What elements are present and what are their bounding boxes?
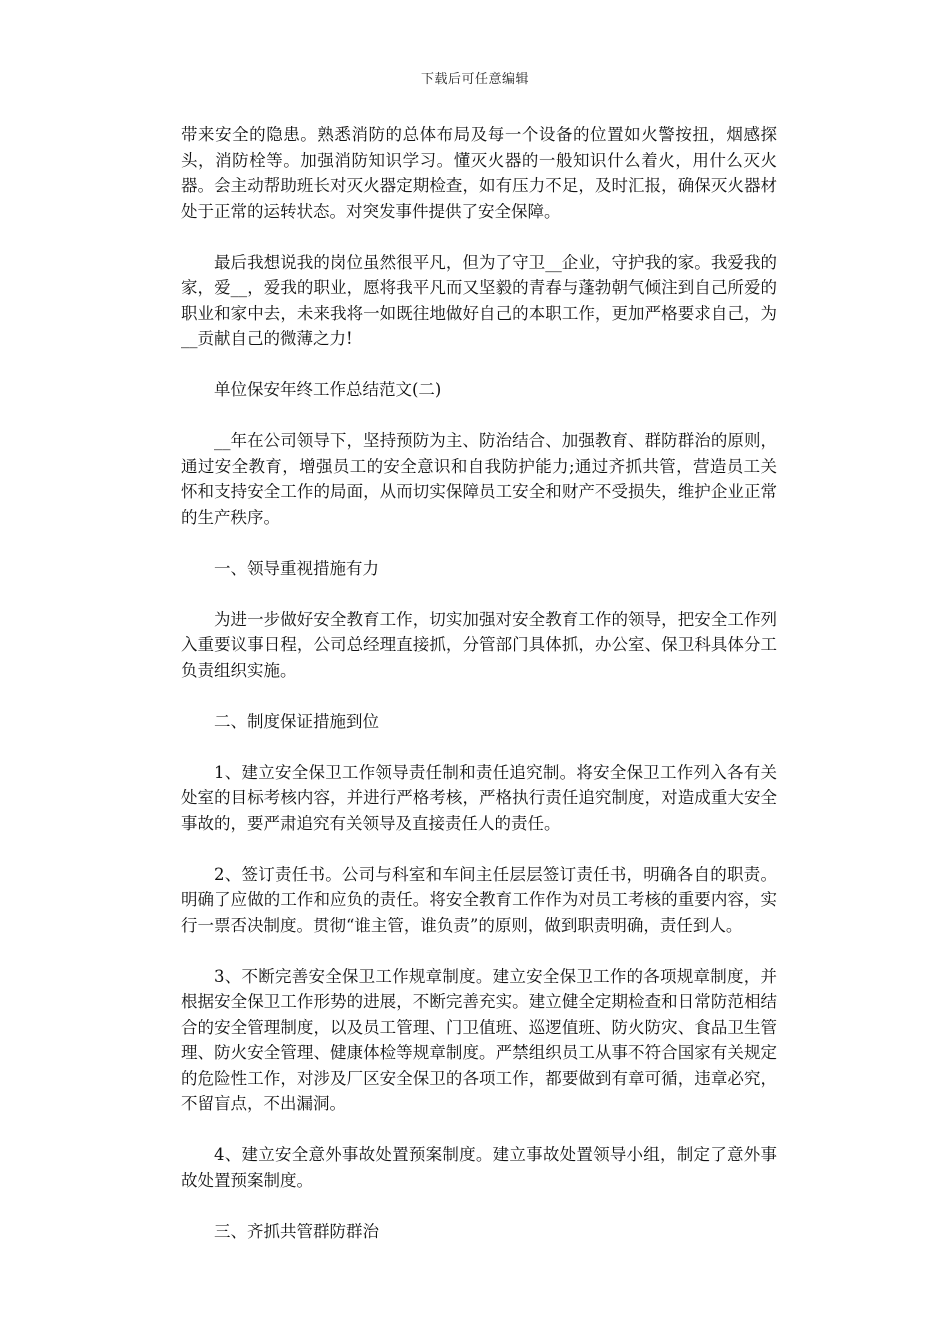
section-title: 单位保安年终工作总结范文(二) <box>214 380 442 399</box>
paragraph-intro: __年在公司领导下，坚持预防为主、防治结合、加强教育、群防群治的原则，通过安全教育，增强员工的安全意识和自我防护能力;通过齐抓共管，营造员工关怀和支持安全工作的局面，从而切实保障员工安全和财产不受损失，维护企业正常的生产秩序。 <box>181 431 777 527</box>
header-note: 下载后可任意编辑 <box>420 72 529 87</box>
paragraph-item-2: 2、签订责任书。公司与科室和车间主任层层签订责任书，明确各自的职责。明确了应做的工作和应负的责任。将安全教育工作作为对员工考核的重要内容，实行一票否决制度。贯彻“谁主管，谁负责”的原则，做到职责明确，责任到人。 <box>181 864 777 935</box>
heading-two: 二、制度保证措施到位 <box>214 711 379 731</box>
heading-three: 三、齐抓共管群防群治 <box>214 1221 379 1241</box>
paragraph-closing: 最后我想说我的岗位虽然很平凡，但为了守卫__企业，守护我的家。我爱我的家，爱__，爱我的职业，愿将我平凡而又坚毅的青春与蓬勃朝气倾注到自己所爱的职业和家中去，未来我将一如既往地做好自己的本职工作，更加严格要求自己，为__贡献自己的微薄之力! <box>181 252 777 348</box>
heading-one: 一、领导重视措施有力 <box>214 558 379 578</box>
paragraph-item-4: 4、建立安全意外事故处置预案制度。建立事故处置领导小组，制定了意外事故处置预案制度。 <box>181 1145 777 1190</box>
paragraph-item-1: 1、建立安全保卫工作领导责任制和责任追究制。将安全保卫工作列入各有关处室的目标考核内容，并进行严格考核，严格执行责任追究制度，对造成重大安全事故的，要严肃追究有关领导及直接责任人的责任。 <box>181 762 777 833</box>
document-body <box>181 122 777 1270</box>
paragraph-leadership: 为进一步做好安全教育工作，切实加强对安全教育工作的领导，把安全工作列入重要议事日程，公司总经理直接抓，分管部门具体抓，办公室、保卫科具体分工负责组织实施。 <box>181 609 777 680</box>
paragraph-continuation: 带来安全的隐患。熟悉消防的总体布局及每一个设备的位置如火警按扭，烟感探头，消防栓等。加强消防知识学习。懂灭火器的一般知识什么着火，用什么灭火器。会主动帮助班长对灭火器定期检查，如有压力不足，及时汇报，确保灭火器材处于正常的运转状态。对突发事件提供了安全保障。 <box>181 125 777 221</box>
paragraph-item-3: 3、不断完善安全保卫工作规章制度。建立安全保卫工作的各项规章制度，并根据安全保卫工作形势的进展，不断完善充实。建立健全定期检查和日常防范相结合的安全管理制度，以及员工管理、门卫值班、巡逻值班、防火防灾、食品卫生管理、防火安全管理、健康体检等规章制度。严禁组织员工从事不符合国家有关规定的危险性工作，对涉及厂区安全保卫的各项工作，都要做到有章可循，违章必究，不留盲点，不出漏洞。 <box>181 966 777 1113</box>
